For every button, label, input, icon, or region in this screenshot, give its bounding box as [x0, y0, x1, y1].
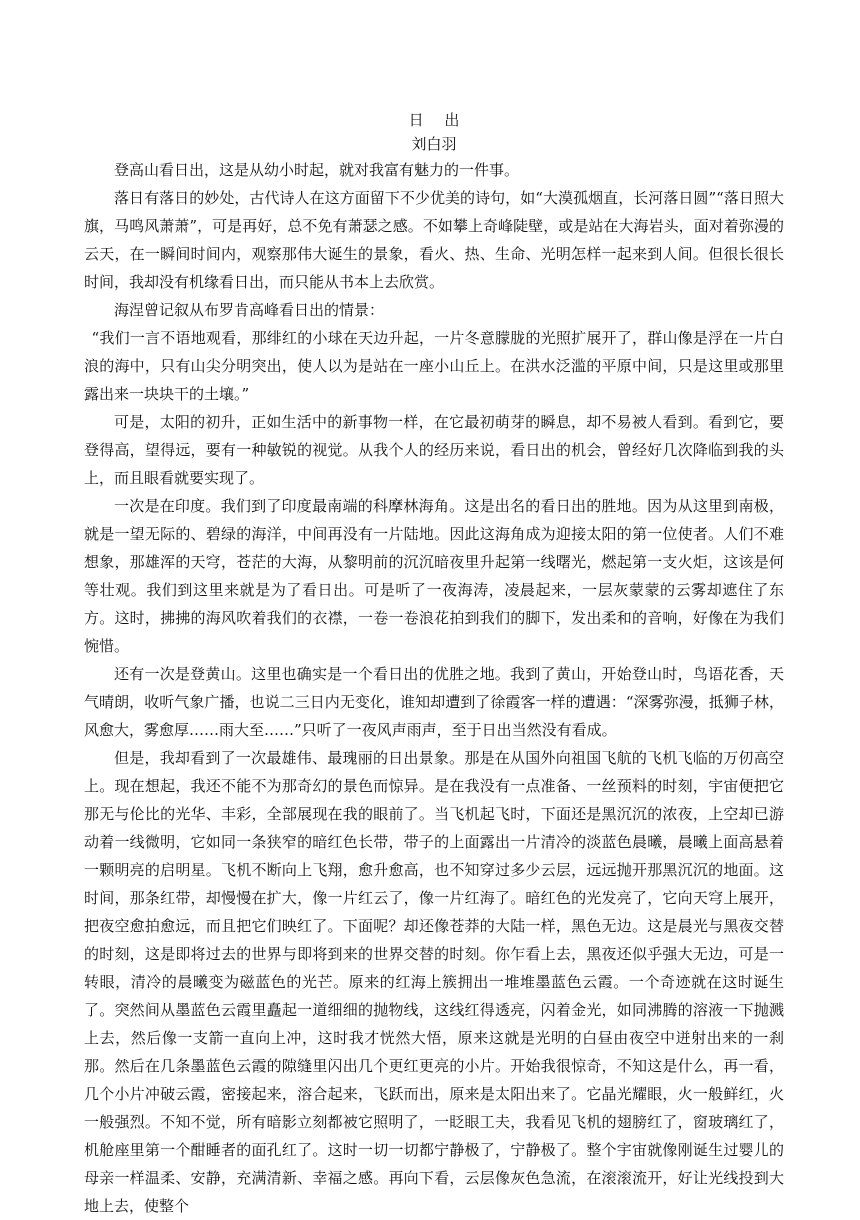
- paragraph: 可是，太阳的初升，正如生活中的新事物一样，在它最初萌芽的瞬息，却不易被人看到。看到它，要登得高，望得远，要有一种敏锐的视觉。从我个人的经历来说，看日出的机会，曾经好几次降临到我的头上，而且眼看就要实现了。: [84, 413, 784, 487]
- article-author: 刘白羽: [411, 135, 457, 153]
- paragraph: 一次是在印度。我们到了印度最南端的科摩林海角。这是出名的看日出的胜地。因为从这里到南极，就是一望无际的、碧绿的海洋，中间再没有一片陆地。因此这海角成为迎接太阳的第一位使者。人们不难想象，那雄浑的天穹，苍茫的大海，从黎明前的沉沉暗夜里升起第一线曙光，燃起第一支火炬，这该是何等壮观。我们到这里来就是为了看日出。可是听了一夜海涛，凌晨起来，一层灰蒙蒙的云雾却遮住了东方。这时，拂拂的海风吹着我们的衣襟，一卷一卷浪花拍到我们的脚下，发出柔和的音响，好像在为我们惋惜。: [84, 497, 784, 655]
- paragraph: 还有一次是登黄山。这里也确实是一个看日出的优胜之地。我到了黄山，开始登山时，鸟语花香，天气晴朗，收听气象广播，也说二三日内无变化，谁知却遭到了徐霞客一样的遭遇：“深雾弥漫，抵狮子林，风愈大，雾愈厚……雨大至……”只听了一夜风声雨声，至于日出当然没有看成。: [84, 665, 784, 739]
- quote-paragraph: “我们一言不语地观看，那绯红的小球在天边升起，一片冬意朦胧的光照扩展开了，群山像是浮在一片白浪的海中，只有山尖分明突出，使人以为是站在一座小山丘上。在洪水泛滥的平原中间，只是这里或那里露出来一块块干的土壤。”: [84, 329, 784, 403]
- article-title: 日 出: [408, 111, 468, 129]
- paragraph: 海涅曾记叙从布罗肯高峰看日出的情景：: [114, 301, 385, 319]
- document-page: [84, 108, 784, 1220]
- paragraph: 登高山看日出，这是从幼小时起，就对我富有魅力的一件事。: [114, 161, 520, 179]
- paragraph: 但是，我却看到了一次最雄伟、最瑰丽的日出景象。那是在从国外向祖国飞航的飞机飞临的万仞高空上。现在想起，我还不能不为那奇幻的景色而惊异。是在我没有一点准备、一丝预料的时刻，宇宙便把它那无与伦比的光华、丰彩，全部展现在我的眼前了。当飞机起飞时，下面还是黑沉沉的浓夜，上空却已游动着一线微明，它如同一条狭窄的暗红色长带，带子的上面露出一片清冷的淡蓝色晨曦，晨曦上面高悬着一颗明亮的启明星。飞机不断向上飞翔，愈升愈高，也不知穿过多少云层，远远抛开那黑沉沉的地面。这时间，那条红带，却慢慢在扩大，像一片红云了，像一片红海了。暗红色的光发亮了，它向天穹上展开，把夜空愈拍愈远，而且把它们映红了。下面呢？却还像苍莽的大陆一样，黑色无边。这是晨光与黑夜交替的时刻，这是即将过去的世界与即将到来的世界交替的时刻。你乍看上去，黑夜还似乎强大无边，可是一转眼，清冷的晨曦变为磁蓝色的光芒。原来的红海上簇拥出一堆堆墨蓝色云霞。一个奇迹就在这时诞生了。突然间从墨蓝色云霞里矗起一道细细的抛物线，这线红得透亮，闪着金光，如同沸腾的溶液一下抛溅上去，然后像一支箭一直向上冲，这时我才恍然大悟，原来这就是光明的白昼由夜空中迸射出来的一刹那。然后在几条墨蓝色云霞的隙缝里闪出几个更红更亮的小片。开始我很惊奇，不知这是什么，再一看，几个小片冲破云霞，密接起来，溶合起来，飞跃而出，原来是太阳出来了。它晶光耀眼，火一般鲜红，火一般强烈。不知不觉，所有暗影立刻都被它照明了，一眨眼工夫，我看见飞机的翅膀红了，窗玻璃红了，机舱座里第一个酣睡者的面孔红了。这时一切一切都宁静极了，宁静极了。整个宇宙就像刚诞生过婴儿的母亲一样温柔、安静，充满清新、幸福之感。再向下看，云层像灰色急流，在滚滚流开，好让光线投到大地上去，使整个: [84, 749, 784, 1215]
- paragraph: 落日有落日的妙处，古代诗人在这方面留下不少优美的诗句，如“大漠孤烟直，长河落日圆”“落日照大旗，马鸣风萧萧”，可是再好，总不免有萧瑟之感。不如攀上奇峰陡壁，或是站在大海岩头，面对着弥漫的云天，在一瞬间时间内，观察那伟大诞生的景象，看火、热、生命、光明怎样一起来到人间。但很长很长时间，我却没有机缘看日出，而只能从书本上去欣赏。: [84, 189, 784, 291]
